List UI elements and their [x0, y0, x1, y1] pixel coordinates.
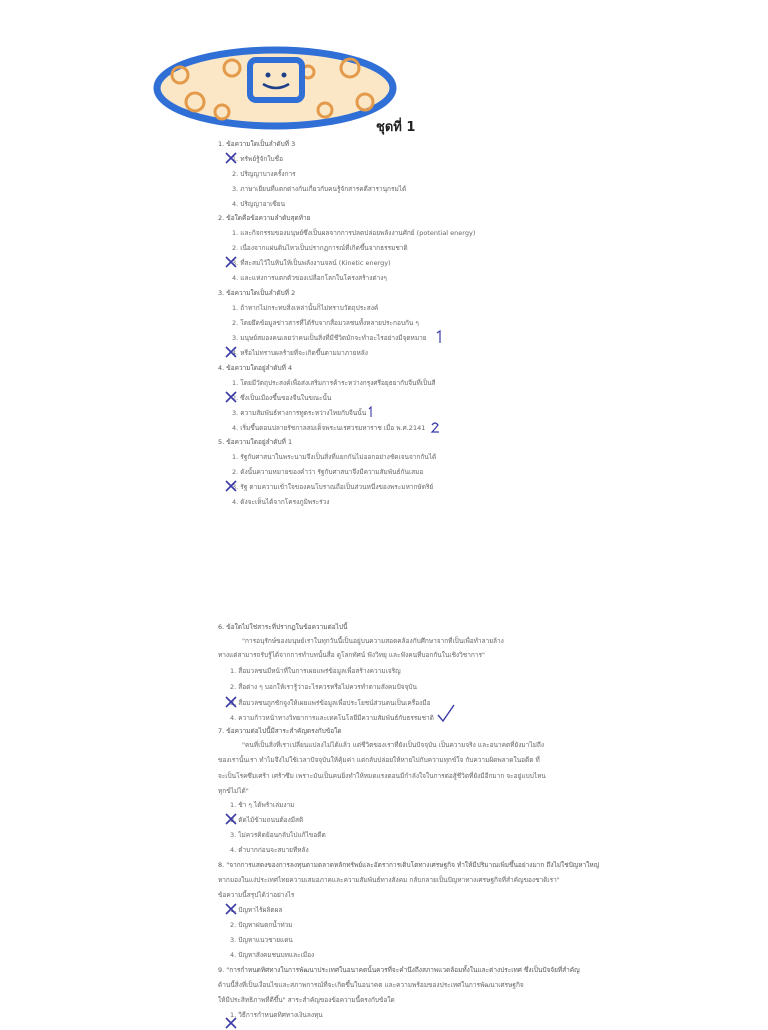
q1-option-1: 1. ทรัพย์รู้จักใบชื่อ	[232, 155, 283, 163]
q8-option-1: 1. ปัญหาไร้ผลิตผล	[230, 906, 283, 914]
q8-question-line: ข้อความนี้สรุปได้ว่าอย่างไร	[218, 891, 295, 899]
q7-option-4: 4. ตำบากก่อนจะสบายทีหลัง	[230, 846, 309, 854]
answer-x-mark-icon	[224, 695, 238, 709]
q4-option-3: 3. ความสัมพันธ์ทางการทูตระหว่างไทยกับจีนนั้น	[232, 409, 367, 417]
q3-option-2: 2. โดยยึดข้อมูลข่าวสารที่ได้รับจากสื่อมวลชนทั้งหลายประกอบกัน ๆ	[232, 319, 419, 327]
q3-option-4: 4. หรือไม่ทราบผลร้ายที่จะเกิดขึ้นตามมาภายหลัง	[232, 349, 368, 357]
handwritten-mark-1-icon	[366, 406, 374, 418]
q5-option-1: 1. รัฐกับศาสนาในพระนามจึงเป็นสิ่งที่แยกกันไม่ออกอย่างชัดเจนจากกันได้	[232, 453, 437, 461]
q7-passage-line-3: จะเป็นโรคซึมเศร้า เศร้าซึม เพราะมันเป็นคนยิ่งทำให้หมดแรงตอนมีกำลังใจในการต่อสู้ชีวิตที่ยังมีอีกมาก จะอยู่แบบไหน	[218, 772, 546, 780]
q2-option-1: 1. และกิจกรรมของมนุษย์ซึ่งเป็นผลจากการปลดปล่อยพลังงานศักย์ (potential energy)	[232, 229, 476, 237]
question-9-prompt: 9. "การกำหนดทิศทางในการพัฒนาประเทศในอนาคตนั้นควรที่จะคำนึงถึงสภาพแวดล้อมทั้งในและต่างประเทศ ซึ่งเป็นปัจจัยที่สำคัญ	[218, 966, 580, 974]
q7-option-1: 1. ช้า ๆ ได้พร้าเล่มงาม	[230, 801, 295, 809]
q8-passage-line-2: หากมองในแง่ประเทศไทยความเสมอภาคและความสัมพันธ์ทางสังคม กลับกลายเป็นปัญหาทางเศรษฐกิจที่สำคัญของชาติเรา"	[218, 876, 560, 884]
q6-option-4: 4. ความก้าวหน้าทางวิทยาการและเทคโนโลยีมีความสัมพันธ์กับธรรมชาติ	[230, 714, 434, 722]
question-3-prompt: 3. ข้อความใดเป็นลำดับที่ 2	[218, 289, 296, 297]
handwritten-mark-1-icon	[434, 330, 444, 344]
answer-x-mark-icon	[224, 255, 238, 269]
question-6-prompt: 6. ข้อใดไม่ใช่สาระที่ปรากฏในข้อความต่อไปนี้	[218, 623, 348, 631]
q5-option-3: 3. รัฐ ตามความเข้าใจของคนโบราณถือเป็นส่วนหนึ่งของพระมหากษัตริย์	[232, 483, 434, 491]
answer-x-mark-icon	[224, 345, 238, 359]
q8-option-2: 2. ปัญหาฝนตกน้ำท่วม	[230, 921, 293, 929]
answer-x-mark-icon	[224, 1016, 238, 1030]
question-8-prompt: 8. "จากการแสดงของการลงทุนตามตลาดหลักทรัพย์และอัตราการเติบโตทางเศรษฐกิจ ทำให้มีปริมาณเพิ่มขึ้นอย่างมาก ถึงไม่ใช่ปัญหาใหญ่	[218, 861, 600, 869]
question-2-prompt: 2. ข้อใดคือข้อความลำดับสุดท้าย	[218, 214, 311, 222]
q2-option-2: 2. เนื่องจากแผ่นดินไหวเป็นปรากฏการณ์ที่เกิดขึ้นจากธรรมชาติ	[232, 244, 408, 252]
answer-x-mark-icon	[224, 390, 238, 404]
q8-option-4: 4. ปัญหาสังคมชนบทและเมือง	[230, 951, 315, 959]
answer-x-mark-icon	[224, 479, 238, 493]
q4-option-4: 4. เริ่มขึ้นตอนปลายรัชกาลสมเด็จพระนเรศวรมหาราช เมื่อ พ.ศ.2141	[232, 424, 426, 432]
q6-option-1: 1. สื่อมวลชนมีหน้าที่ในการเผยแพร่ข้อมูลเพื่อสร้างความเจริญ	[230, 667, 401, 675]
handwritten-mark-2-icon	[430, 421, 440, 433]
q7-passage-line-1: "คนที่เป็นสิ่งที่เราเปลี่ยนแปลงไม่ได้แล้ว แต่ชีวิตของเราที่ยังเป็นปัจจุบัน เป็นความจริง และอนาคตที่ยังมาไม่ถึง	[242, 741, 545, 749]
question-5-prompt: 5. ข้อความใดอยู่ลำดับที่ 1	[218, 438, 293, 446]
q3-option-1: 1. ถ้าหากไม่กระทบสิ่งเหล่านั้นก็ไม่ทราบวัตถุประสงค์	[232, 304, 379, 312]
q6-option-3: 3. สื่อมวลชนถูกชักจูงให้เผยแพร่ข้อมูลเพื่อประโยชน์ส่วนตนเป็นเครื่องมือ	[230, 699, 431, 707]
q1-option-2: 2. ปริญญาบางครั้งการ	[232, 170, 296, 178]
q5-option-2: 2. ดังนั้นความหมายของคำว่า รัฐกับศาสนาจึงมีความสัมพันธ์กันเสมอ	[232, 468, 424, 476]
smiley-sticker-icon	[150, 40, 400, 135]
q6-option-2: 2. สื่อต่าง ๆ บอกให้เรารู้ว่าอะไรควรหรือไม่ควรทำตามสังคมปัจจุบัน	[230, 683, 417, 691]
q9-passage-line-3: ให้มีประสิทธิภาพที่ดีขึ้น" สาระสำคัญของข้อความนี้ตรงกับข้อใด	[218, 996, 395, 1004]
q8-option-3: 3. ปัญหาแนวชายแดน	[230, 936, 293, 944]
question-4-prompt: 4. ข้อความใดอยู่ลำดับที่ 4	[218, 364, 293, 372]
q4-option-1: 1. โดยมีวัตถุประสงค์เพื่อส่งเสริมการค้าระหว่างกรุงศรีอยุธยากับจีนที่เป็นสี	[232, 379, 436, 387]
q9-option-1: 1. วิธีการกำหนดทิศทางเงินลงทุน	[230, 1011, 323, 1019]
q2-option-4: 4. และแห่งการแตกตัวของเปลือกโลกในโครงสร้างต่างๆ	[232, 274, 387, 282]
q3-option-3: 3. มนุษย์สมองคนเลยว่าคนเป็นสิ่งที่มีชีวิตมักจะทำอะไรอย่างมีจุดหมาย	[232, 334, 427, 342]
q6-passage-line-2: ทางแต่สามารถรับรู้ได้จากการทำบทนั้นสื่อ ดูโลกทัศน์ ฟังวิทยุ และฟังคนที่บอกกันในเชิงวิชาการ"	[218, 651, 485, 659]
q7-option-2: 2. ตัดไม้ข้ามถนนต้องมีสติ	[230, 816, 304, 824]
q4-option-2: 2. ซึ่งเป็นเมืองขึ้นของจีนในขณะนั้น	[232, 394, 332, 402]
question-7-prompt: 7. ข้อความต่อไปนี้มีสาระสำคัญตรงกับข้อใด	[218, 727, 342, 735]
q7-option-3: 3. ไม่ควรคิดย้อนกลับไปแก้ไขอดีต	[230, 831, 326, 839]
q1-option-3: 3. ภาษาเยียนที่แตกต่างกันเกี่ยวกับคนรู้จักสารคดีสารานุกรมได้	[232, 185, 407, 193]
q9-passage-line-2: ด้านนี้สิ่งที่เป็นเงื่อนไขและสภาพการณ์ที่จะเกิดขึ้นในอนาคต และความพร้อมของประเทศในการพัฒนาเศรษฐกิจ	[218, 981, 524, 989]
q7-passage-line-4: ทุกข์ไม่ได้"	[218, 787, 249, 795]
q2-option-3: 3. ที่สะสมไว้ในหินให้เป็นพลังงานจลน์ (Kinetic energy)	[232, 259, 391, 267]
answer-x-mark-icon	[224, 812, 238, 826]
question-1-prompt: 1. ข้อความใดเป็นลำดับที่ 3	[218, 140, 296, 148]
q7-passage-line-2: ของเรานั้นเรา ทำไมจึงไม่ใช้เวลาปัจจุบันให้คุ้มค่า แต่กลับปล่อยให้หายไปกับความทุกข์ใจ กับความผิดพลาดในอดีต ที่	[218, 756, 540, 764]
set-title: ชุดที่ 1	[376, 120, 416, 135]
q1-option-4: 4. ปริญญาอาเซียน	[232, 200, 286, 208]
answer-x-mark-icon	[224, 151, 238, 165]
checkmark-icon	[436, 703, 456, 723]
q6-passage-line-1: "การอนุรักษ์ของมนุษย์เราในทุกวันนี้เป็นอยู่บนความสอดคล้องกับศึกษาจากที่เป็นเพื่อทำลายล้าง	[242, 637, 504, 645]
answer-x-mark-icon	[224, 902, 238, 916]
q5-option-4: 4. ดังจะเห็นได้จากโครงภูมิพระร่วง	[232, 498, 330, 506]
